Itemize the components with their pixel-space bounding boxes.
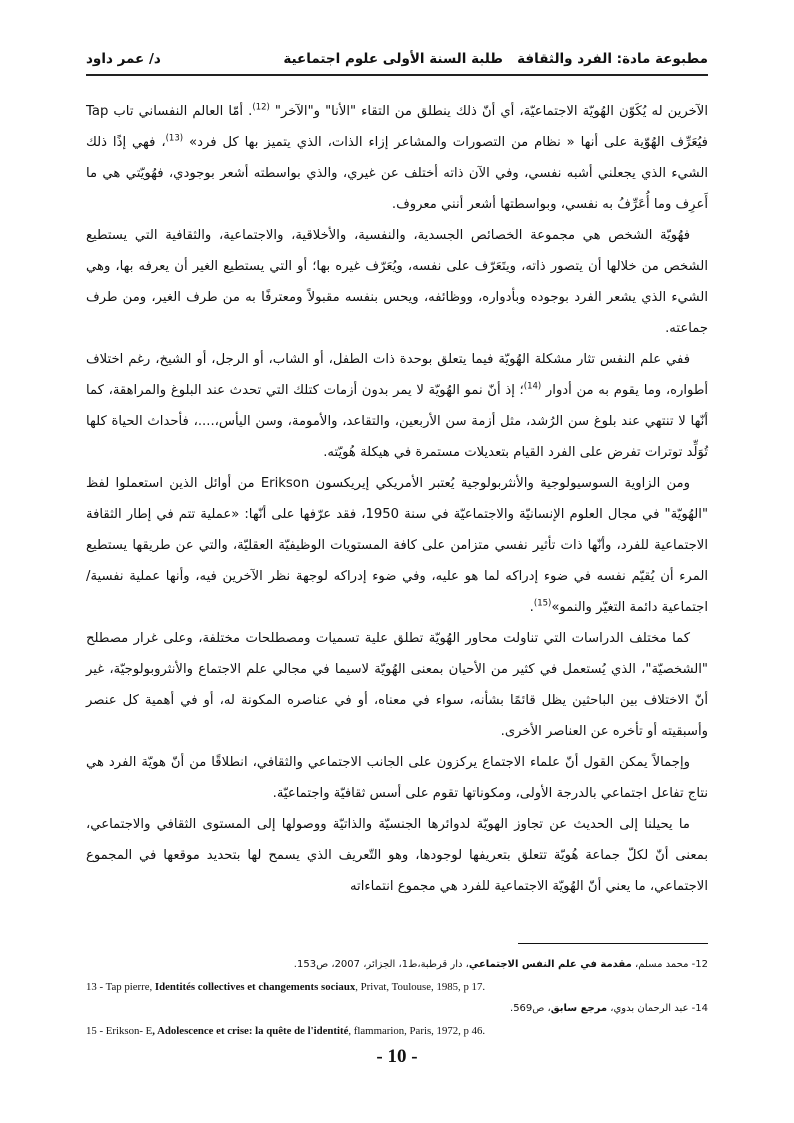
footnote-ref: (12) [252, 102, 270, 113]
paragraph: كما مختلف الدراسات التي تناولت محاور الهُويّة تطلق علية تسميات ومصطلحات مختلفة، وعلى غرار مصطلح "الشخصيّة"، الذي يُستعمل في كثير من الأحيان بمعنى الهُويّة لاسيما في مجالي علم الاجتماع والأنثروبولوجيّة، غير أنّ الاختلاف بين الباحثين يظل قائمًا بشأنه، سواء في معناه، أو في عناصره المكونة له، أو في أهمية كل عنصر وأسبقيته أو تأخره عن العناصر الأخرى. [86, 631, 708, 739]
page-number: - 10 - [376, 1046, 418, 1067]
footnote-ref: (14) [523, 381, 542, 392]
running-header [86, 48, 708, 76]
paragraph: فهُويّة الشخص هي مجموعة الخصائص الجسدية، والنفسية، والأخلاقية، والاجتماعية، والثقافية التي يستطيع الشخص من خلالها أن يتصور ذاته، ويتَعَرّف على نفسه، ويُعَرّف غيره بها؛ أو التي يستطيع الغير أن يعرفه بها، وهي الشيء الذي يشعر الفرد بوجوده وبأدواره، ووظائفه، ويحس بنفسه مقبولاً ومعترفًا به من طرف الغير، ومن طرف جماعته. [86, 228, 708, 336]
paragraph: ففي علم النفس تثار مشكلة الهُويّة فيما يتعلق بوحدة ذات الطفل، أو الشاب، أو الرجل، أو الشيخ، رغم اختلاف أطواره، وما يقوم به من أدوار $^{(14)}$؛ إذ أنّ نمو الهُويّة لا يمر بدون أزمات كتلك التي تحدث عند البلوغ والمراهقة، كما أنّها لا تنتهي عند بلوغ سن الرُشد، مثل أزمة سن الأربعين، والتقاعد، والأمومة، وسن اليأس،....، فأحداث الحياة كلها تُوَلِّد توترات تفرض على الفرد القيام بتعديلات مستمرة في هيكلة هُويّته. [86, 352, 708, 460]
paragraph: الآخرين له يُكَوّن الهُويّة الاجتماعيّة، أي أنّ ذلك ينطلق من التقاء "الأنا" و"الآخر" $^{(12)}$. أمّا العالم النفساني تاب Tap فيُعَرِّف الهُوّية على أنها « نظام من التصورات والمشاعر إزاء الذات، الذي يتميز بها كل فرد» $^{(13)}$، فهي إذًا ذلك الشيء الذي يجعلني أشبه نفسي، وفي الآن ذاته أختلف عن غيري، والذي بواسطته أشعر بوجودي، فهُويّتي هي ما أَعرِف وما أُعَرِّفُ به نفسي، وبواسطتها أشعر أنني معروف. [86, 102, 708, 212]
paragraph: ومن الزاوية السوسيولوجية والأنثربولوجية يُعتبر الأمريكي إيريكسون Erikson من أوائل الذين استعملوا لفظ "الهُويّة" في مجال العلوم الإنسانيّة والاجتماعيّة في سنة 1950، فقد عرّفها على أنّها: «عملية تتم في إطار الثقافة الاجتماعية للفرد، وأنّها ذات تأثير نفسي متزامن على كافة المستويات الوظيفيّة العقليّة، والتي عن طريقها يستطيع المرء أن يُقيّم نفسه في ضوء إدراكه لما هو عليه، وفي ضوء إدراكه لوجهة نظر الآخرين فيه، وأنها عملية نفسية/اجتماعية دائمة التغيّر والنمو»$^{(15)}$. [86, 476, 709, 615]
header-students: طلبة السنة الأولى علوم اجتماعية [283, 51, 503, 67]
footnote-separator [518, 943, 708, 944]
paragraph: وإجمالاً يمكن القول أنّ علماء الاجتماع يركزون على الجانب الاجتماعي والثقافي، انطلاقًا من أنّ هويّة الفرد هي نتاج تفاعل اجتماعي بالدرجة الأولى، ومكوناتها تقوم على أسس ثقافيّة واجتماعيّة. [86, 755, 708, 801]
footnote-15: 15 - Erikson- E, Adolescence et crise: la quête de l'identité, flammarion, Paris, 1972, p 46. [86, 1025, 486, 1037]
header-author: د/ عمر داود [86, 51, 161, 67]
footnote-ref: (15) [533, 598, 552, 609]
footnote-12: 12- محمد مسلم، مقدمة في علم النفس الاجتماعي، دار قرطبة،ط1، الجزائر، 2007، ص153. [293, 959, 708, 970]
paragraph: ما يحيلنا إلى الحديث عن تجاوز الهويّة لدوائرها الجنسيّة والذاتيّة ووصولها إلى المستوى الثقافي والاجتماعي، بمعنى أنّ لكلّ جماعة هُويّة تتعلق بتعريفها لوجودها، وهو التّعريف الذي يسمح لها بتحديد موقعها في المجموع الاجتماعي، ما يعني أنّ الهُويّة الاجتماعية للفرد هي مجموع انتماءاته [86, 817, 708, 894]
body-text [86, 96, 708, 902]
header-course-title: مطبوعة مادة: الفرد والثقافة [517, 51, 708, 67]
footnote-14: 14- عبد الرحمان بدوي، مرجع سابق، ص569. [510, 1003, 708, 1014]
footnotes [86, 954, 708, 1042]
footnote-13: 13 - Tap pierre, Identités collectives et changements sociaux, Privat, Toulouse, 1985, p 17. [86, 981, 486, 993]
footnote-ref: (13) [165, 133, 184, 144]
